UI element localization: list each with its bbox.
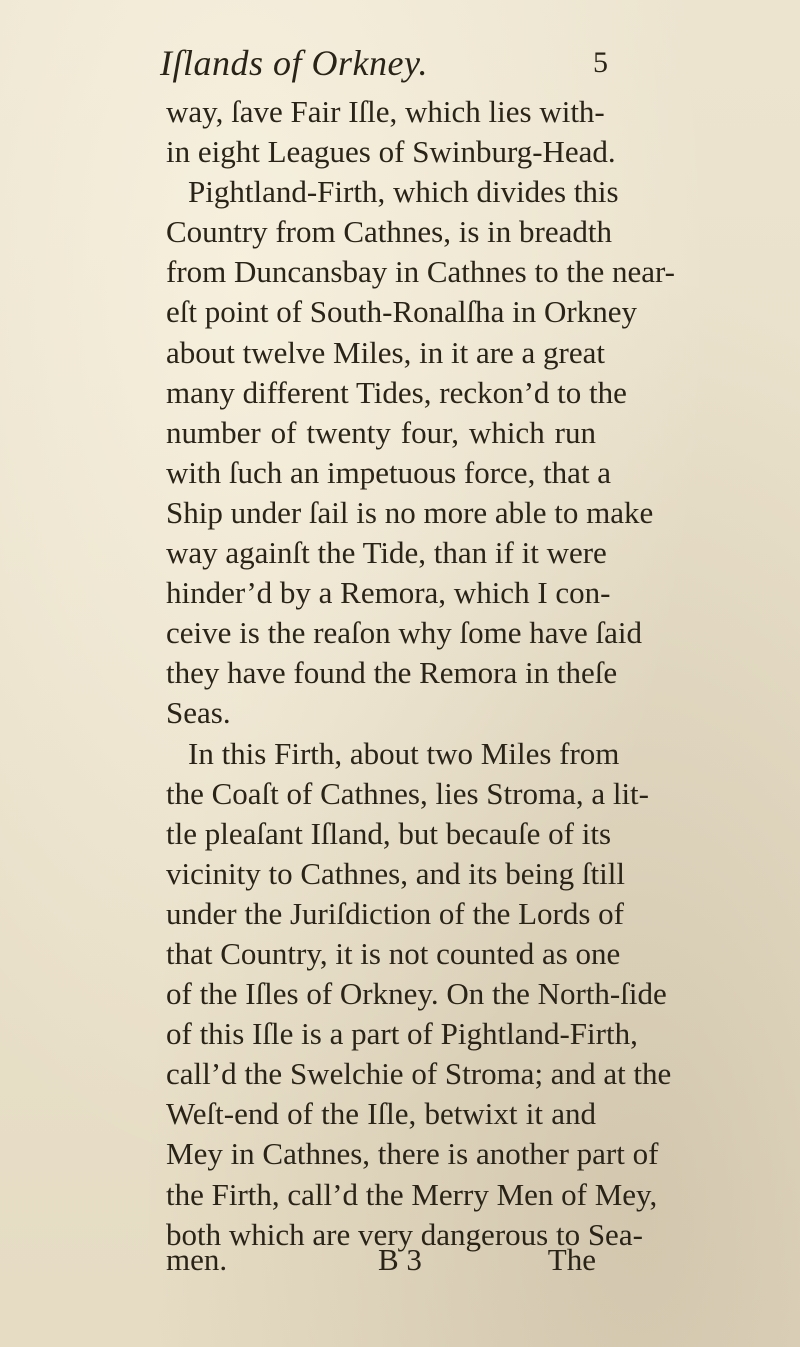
text-line: way againſt the Tide, than if it were	[166, 535, 607, 571]
text-line: Ship under ſail is no more able to make	[166, 494, 654, 530]
running-title: Iſlands of Orkney.	[160, 43, 428, 83]
text-line: that Country, it is not counted as one	[166, 935, 621, 971]
text-line: tle pleaſant Iſland, but becauſe of its	[166, 815, 612, 851]
page-footer	[166, 1242, 596, 1282]
text-line: call’d the Swelchie of Stroma; and at the	[166, 1056, 672, 1092]
text-line: eſt point of South-Ronalſha in Orkney	[166, 294, 637, 330]
text-line: Country from Cathnes, is in breadth	[166, 214, 612, 250]
text-line: number of twenty four, which run	[166, 414, 596, 450]
text-line: with ſuch an impetuous force, that a	[166, 454, 612, 490]
text-line: of this Iſle is a part of Pightland-Firth,	[166, 1016, 638, 1052]
text-line: many different Tides, reckon’d to the	[166, 374, 627, 410]
text-line: Seas.	[166, 695, 231, 731]
text-line: way, ſave Fair Iſle, which lies with-	[166, 94, 605, 129]
text-line: they have found the Remora in theſe	[166, 655, 618, 691]
text-line: vicinity to Cathnes, and its being ſtill	[166, 855, 625, 891]
text-line: Weſt-end of the Iſle, betwixt it and	[166, 1096, 596, 1132]
body-text	[166, 92, 676, 1255]
text-line: the Firth, call’d the Merry Men of Mey,	[166, 1176, 658, 1212]
text-line: from Duncansbay in Cathnes to the near-	[166, 254, 676, 290]
text-line: Mey in Cathnes, there is another part of	[166, 1136, 659, 1172]
signature-mark: B 3	[378, 1242, 422, 1277]
text-line: about twelve Miles, in it are a great	[166, 334, 606, 370]
text-line: in eight Leagues of Swinburg-Head.	[166, 134, 616, 170]
page-number: 5	[593, 46, 608, 79]
text-line: the Coaſt of Cathnes, lies Stroma, a lit-	[166, 775, 649, 811]
text-line: hinder’d by a Remora, which I con-	[166, 575, 611, 611]
text-line: both which are very dangerous to Sea-	[166, 1216, 643, 1252]
text-line: Pightland-Firth, which divides this	[188, 174, 619, 210]
text-line: In this Firth, about two Miles from	[188, 735, 620, 771]
text-line: ceive is the reaſon why ſome have ſaid	[166, 615, 643, 651]
last-line-word: men.	[166, 1242, 228, 1277]
text-line: under the Juriſdiction of the Lords of	[166, 895, 625, 931]
text-line: of the Iſles of Orkney. On the North-ſide	[166, 976, 667, 1012]
page-header	[130, 42, 608, 90]
catchword: The	[547, 1242, 596, 1277]
